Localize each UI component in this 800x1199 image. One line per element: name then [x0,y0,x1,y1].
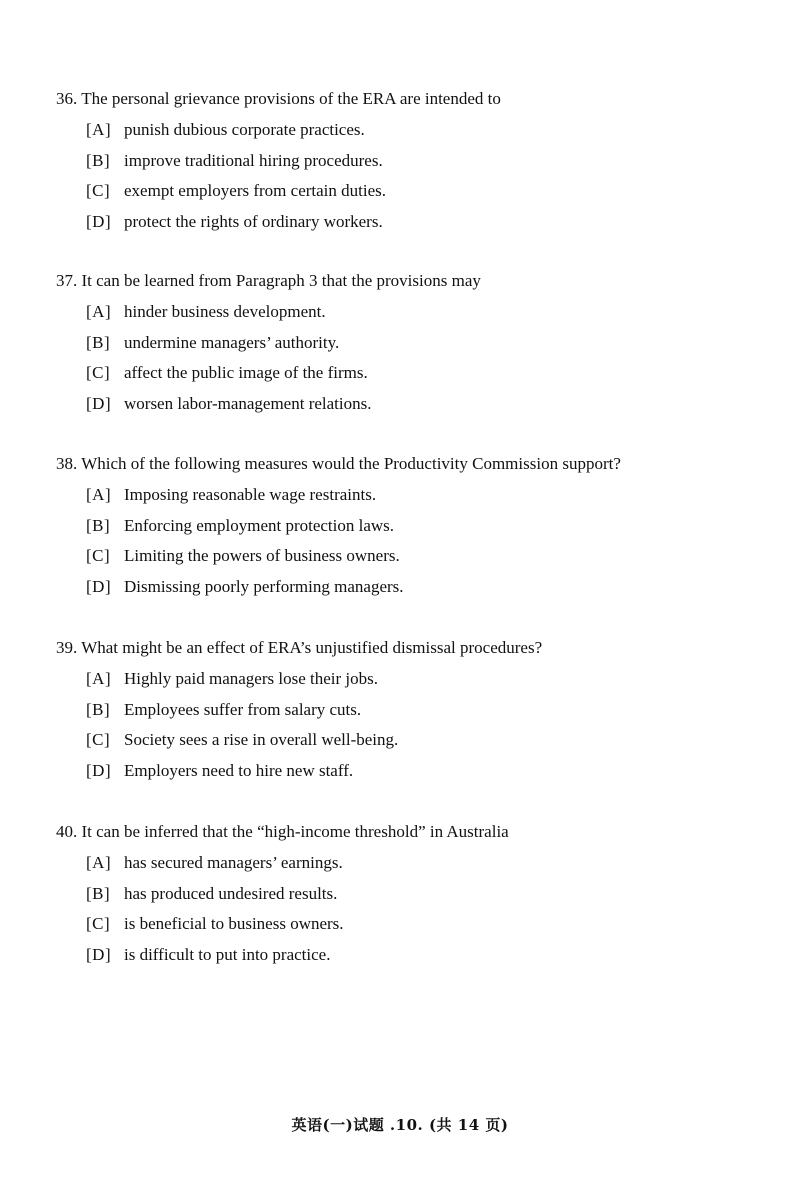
option-a [86,302,372,333]
option-label: [A] [86,302,112,321]
option-label: [D] [86,576,112,596]
option-text: has produced undesired results. [124,883,338,903]
option-list [86,669,398,791]
option-label: [D] [86,760,112,780]
option-label: [A] [86,120,112,139]
option-label: [C] [86,546,111,565]
option-d [86,577,404,608]
option-text: Enforcing employment protection laws. [124,515,395,535]
question-stem: 38. Which of the following measures would the Productivity Commission support? [56,454,621,473]
option-a [86,485,404,516]
option-label: [D] [86,211,112,231]
option-text: Limiting the powers of business owners. [124,546,400,565]
option-text: Employees suffer from salary cuts. [124,699,362,719]
option-text: worsen labor-management relations. [124,393,372,413]
option-text: has secured managers’ earnings. [124,853,343,872]
option-c [86,914,344,945]
option-label: [B] [86,332,111,352]
option-label: [B] [86,699,111,719]
option-label: [C] [86,181,111,200]
option-text: Society sees a rise in overall well-being. [124,730,399,749]
option-b [86,884,344,915]
option-text: Highly paid managers lose their jobs. [124,669,379,688]
option-text: Employers need to hire new staff. [124,760,354,780]
option-a [86,120,386,151]
option-text: punish dubious corporate practices. [124,120,365,139]
option-text: exempt employers from certain duties. [124,181,386,200]
option-text: is beneficial to business owners. [124,914,344,933]
question-stem: 36. The personal grievance provisions of the ERA are intended to [56,89,501,108]
option-list [86,302,372,424]
option-c [86,363,372,394]
option-c [86,546,404,577]
option-text: undermine managers’ authority. [124,332,340,352]
option-text: Dismissing poorly performing managers. [124,576,404,596]
question-stem: 40. It can be inferred that the “high-income threshold” in Australia [56,822,509,841]
option-d [86,394,372,425]
option-label: [B] [86,515,111,535]
option-text: Imposing reasonable wage restraints. [124,485,377,504]
option-d [86,761,398,792]
option-text: protect the rights of ordinary workers. [124,211,383,231]
option-c [86,181,386,212]
option-b [86,151,386,182]
option-b [86,700,398,731]
option-label: [C] [86,914,111,933]
option-d [86,945,344,976]
option-label: [A] [86,669,112,688]
page-footer: 英语(一)试题 .10. (共 14 页) [291,1116,509,1134]
option-label: [A] [86,853,112,872]
option-label: [D] [86,944,112,964]
option-label: [A] [86,485,112,504]
option-label: [C] [86,730,111,749]
option-label: [B] [86,150,111,170]
option-a [86,669,398,700]
option-text: is difficult to put into practice. [124,944,331,964]
option-label: [C] [86,363,111,382]
option-b [86,516,404,547]
option-d [86,212,386,243]
option-text: affect the public image of the firms. [124,363,368,382]
option-b [86,333,372,364]
option-text: hinder business development. [124,302,326,321]
option-a [86,853,344,884]
option-list [86,120,386,242]
option-text: improve traditional hiring procedures. [124,150,383,170]
question-stem: 39. What might be an effect of ERA’s unjustified dismissal procedures? [56,638,543,657]
option-c [86,730,398,761]
option-list [86,485,404,607]
option-list [86,853,344,975]
option-label: [B] [86,883,111,903]
option-label: [D] [86,393,112,413]
question-stem: 37. It can be learned from Paragraph 3 that the provisions may [56,271,481,290]
